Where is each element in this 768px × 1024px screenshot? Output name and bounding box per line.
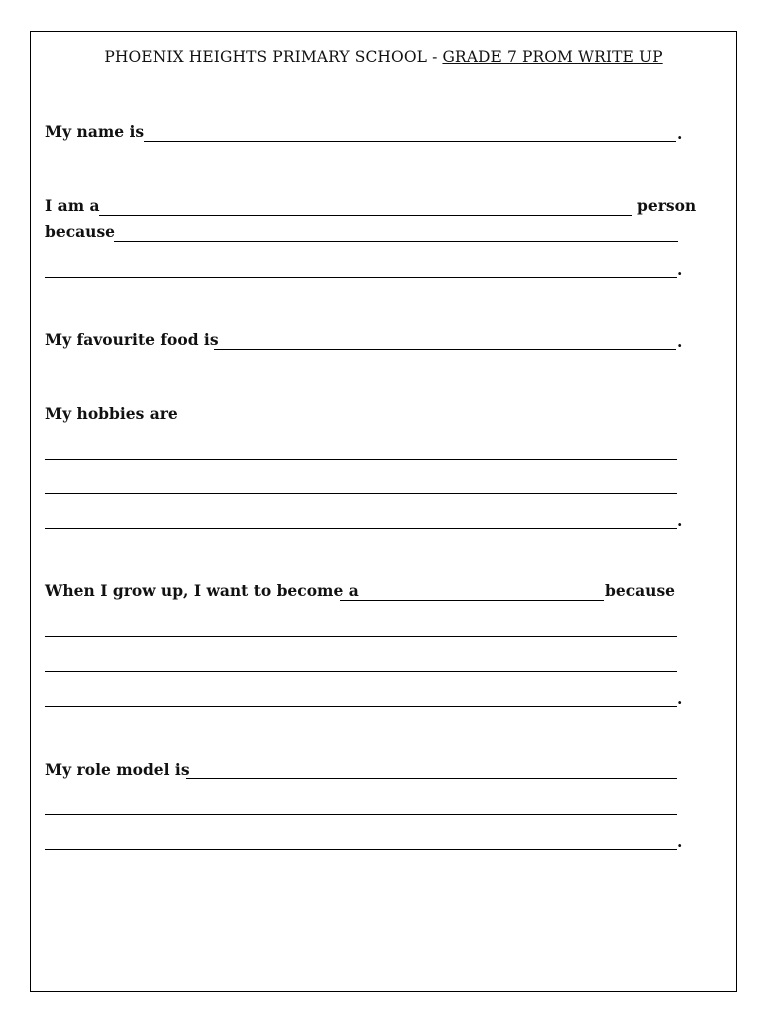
hobbies-blank-line-2[interactable] <box>45 493 677 494</box>
worksheet-border <box>30 31 737 992</box>
hobbies-blank-line-3[interactable] <box>45 528 677 529</box>
role-model-label: My role model is <box>45 760 190 779</box>
page-title <box>30 48 737 66</box>
career-blank-line[interactable] <box>340 600 604 601</box>
name-blank-line[interactable] <box>144 141 676 142</box>
worksheet-subtitle: GRADE 7 PROM WRITE UP <box>442 48 663 66</box>
because-label: because <box>45 222 116 241</box>
because-blank-line-1[interactable] <box>114 241 678 242</box>
iam-blank-line[interactable] <box>99 215 632 216</box>
hobbies-label: My hobbies are <box>45 404 178 423</box>
iam-label: I am a <box>45 196 100 215</box>
name-full-stop: . <box>677 124 683 143</box>
career-reason-line-3[interactable] <box>45 706 677 707</box>
career-reason-line-2[interactable] <box>45 671 677 672</box>
career-reason-line-1[interactable] <box>45 636 677 637</box>
food-blank-line[interactable] <box>214 349 676 350</box>
food-label: My favourite food is <box>45 330 219 349</box>
grow-because-label: because <box>605 581 676 600</box>
role-model-full-stop: . <box>677 832 683 851</box>
career-full-stop: . <box>677 689 683 708</box>
role-model-line-3[interactable] <box>45 849 677 850</box>
school-name: PHOENIX HEIGHTS PRIMARY SCHOOL - <box>104 48 443 66</box>
name-label: My name is <box>45 122 145 141</box>
role-model-line-1[interactable] <box>186 778 677 779</box>
because-blank-line-2[interactable] <box>45 277 677 278</box>
food-full-stop: . <box>677 332 683 351</box>
person-label: person <box>637 196 697 215</box>
hobbies-full-stop: . <box>677 511 683 530</box>
because-full-stop: . <box>677 260 683 279</box>
grow-up-label: When I grow up, I want to become a <box>45 581 359 600</box>
hobbies-blank-line-1[interactable] <box>45 459 677 460</box>
role-model-line-2[interactable] <box>45 814 677 815</box>
